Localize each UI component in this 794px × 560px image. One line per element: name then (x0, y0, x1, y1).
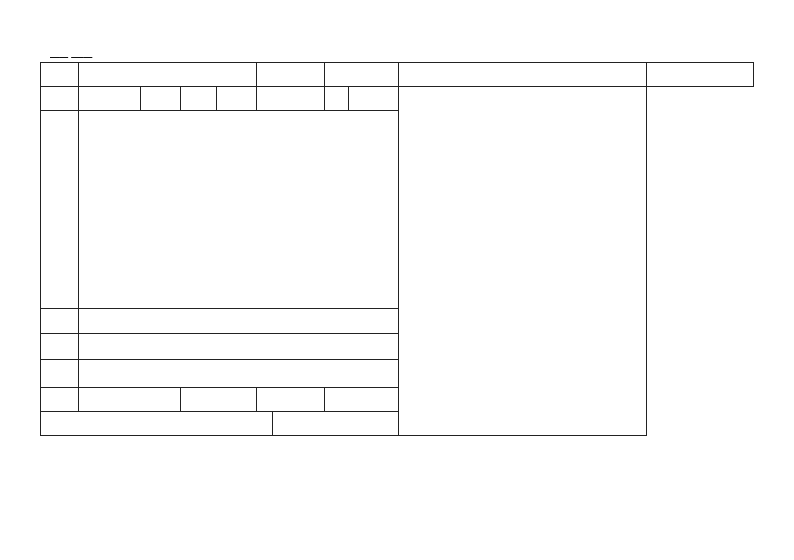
header-subject (71, 48, 92, 59)
right-review-header (647, 63, 754, 87)
use-time-value (349, 87, 399, 111)
process-header (41, 412, 273, 436)
difficulty-value (79, 334, 399, 360)
lesson-info-table (40, 62, 399, 436)
user-value (257, 87, 325, 111)
lesson-number (257, 63, 325, 87)
difficulty-label (41, 334, 79, 360)
reviewer-value (181, 87, 217, 111)
reviewer-label (141, 87, 181, 111)
user-label (217, 87, 257, 111)
presenter-label (41, 87, 79, 111)
other-prep-label (325, 388, 399, 412)
literacy-value (79, 360, 399, 388)
presenter-value (79, 87, 141, 111)
type-value (79, 388, 181, 412)
topic-value (79, 63, 257, 87)
literacy-label (41, 360, 79, 388)
topic-label (41, 63, 79, 87)
header-grade-value (50, 48, 68, 59)
review-header (273, 412, 399, 436)
process-table (398, 62, 754, 436)
key-points-label (41, 309, 79, 334)
page-header (50, 48, 92, 59)
right-process-header (399, 63, 647, 87)
type-label (41, 388, 79, 412)
total-lessons-label (325, 63, 399, 87)
courseware-value (257, 388, 325, 412)
process-content (399, 87, 647, 436)
courseware-label (181, 388, 257, 412)
objectives-label (41, 111, 79, 309)
objectives-content (79, 111, 399, 309)
use-time-label (325, 87, 349, 111)
key-points-value (79, 309, 399, 334)
